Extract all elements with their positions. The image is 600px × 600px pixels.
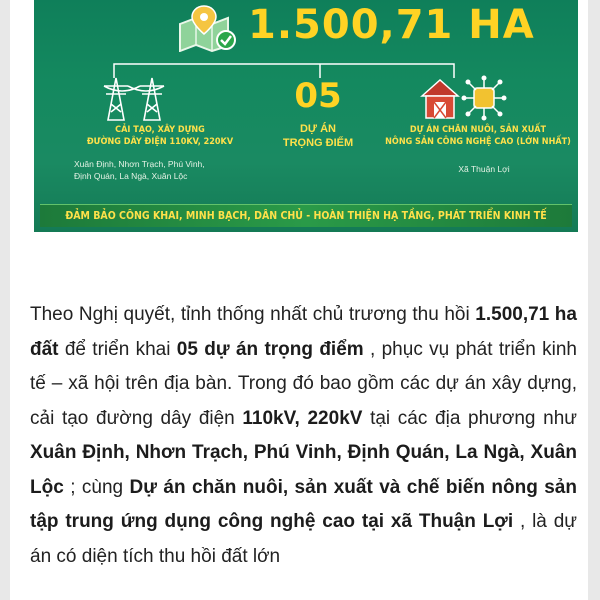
power-line-title-line1: CẢI TẠO, XÂY DỰNG: [115, 125, 205, 135]
highlight-locations: Xuân Định, Nhơn Trạch, Phú Vinh, Định Quán, La Ngà, Xuân Lộc: [30, 442, 577, 498]
project-count-value: 05: [294, 76, 342, 116]
paragraph-text: ; cùng: [63, 476, 130, 498]
highlight-project-count: 05 dự án trọng điểm: [176, 338, 364, 360]
key-projects-line2: TRỌNG ĐIỂM: [282, 137, 354, 149]
paragraph-text: , phục vụ phát triển kinh tế – xã hội trên địa bàn. Trong đó bao gồm các dự án xây dựng, cải tạo đường dây điện: [30, 338, 578, 429]
power-pylon-icon: [100, 74, 172, 122]
article-page: [10, 0, 588, 600]
agri-project-label: [378, 124, 578, 148]
paragraph-text: Theo Nghị quyết, tỉnh thống nhất chủ trương thu hồi: [30, 304, 476, 325]
barn-icon: [418, 74, 508, 122]
highlight-area: 1.500,71 ha đất: [30, 304, 577, 360]
paragraph-text: để triển khai: [58, 338, 177, 360]
paragraph-text: , là dự án có diện tích thu hồi đất lớn: [30, 511, 577, 567]
screen-right-edge: [588, 0, 600, 600]
highlight-agri-project: Dự án chăn nuôi, sản xuất và chế biến nông sản tập trung ứng dụng công nghệ cao tại xã Thuận Lợi: [30, 476, 577, 532]
agri-project-title-line1: DỰ ÁN CHĂN NUÔI, SẢN XUẤT: [409, 125, 547, 135]
power-line-project-label: [72, 124, 248, 148]
highlight-voltage: 110kV, 220kV: [242, 407, 363, 429]
locations-line1: Xuân Định, Nhơn Trạch, Phú Vinh,: [74, 159, 205, 169]
key-projects-line1: DỰ ÁN: [299, 123, 336, 135]
key-projects-label: [258, 122, 378, 150]
slogan-bar: [40, 204, 572, 227]
article-paragraph: [30, 298, 577, 574]
circuit-chip-icon: [462, 76, 507, 121]
slogan-text: ĐẢM BẢO CÔNG KHAI, MINH BẠCH, DÂN CHỦ - HOÀN THIỆN HẠ TẦNG, PHÁT TRIỂN KINH TẾ: [65, 210, 547, 222]
paragraph-text: tại các địa phương như: [362, 407, 577, 429]
total-area-value: 1.500,71 HA: [248, 2, 535, 48]
agri-project-title-line2: NÔNG SẢN CÔNG NGHỆ CAO (LỚN NHẤT): [385, 137, 571, 147]
screen-left-edge: [0, 0, 10, 600]
power-line-locations: [74, 158, 264, 182]
map-pin-check-icon: [176, 4, 238, 52]
power-line-title-line2: ĐƯỜNG DÂY ĐIỆN 110KV, 220KV: [86, 137, 234, 147]
locations-line2: Định Quán, La Ngà, Xuân Lộc: [74, 171, 188, 181]
agri-project-location: Xã Thuận Lợi: [458, 164, 510, 174]
infographic-banner: [34, 0, 578, 232]
